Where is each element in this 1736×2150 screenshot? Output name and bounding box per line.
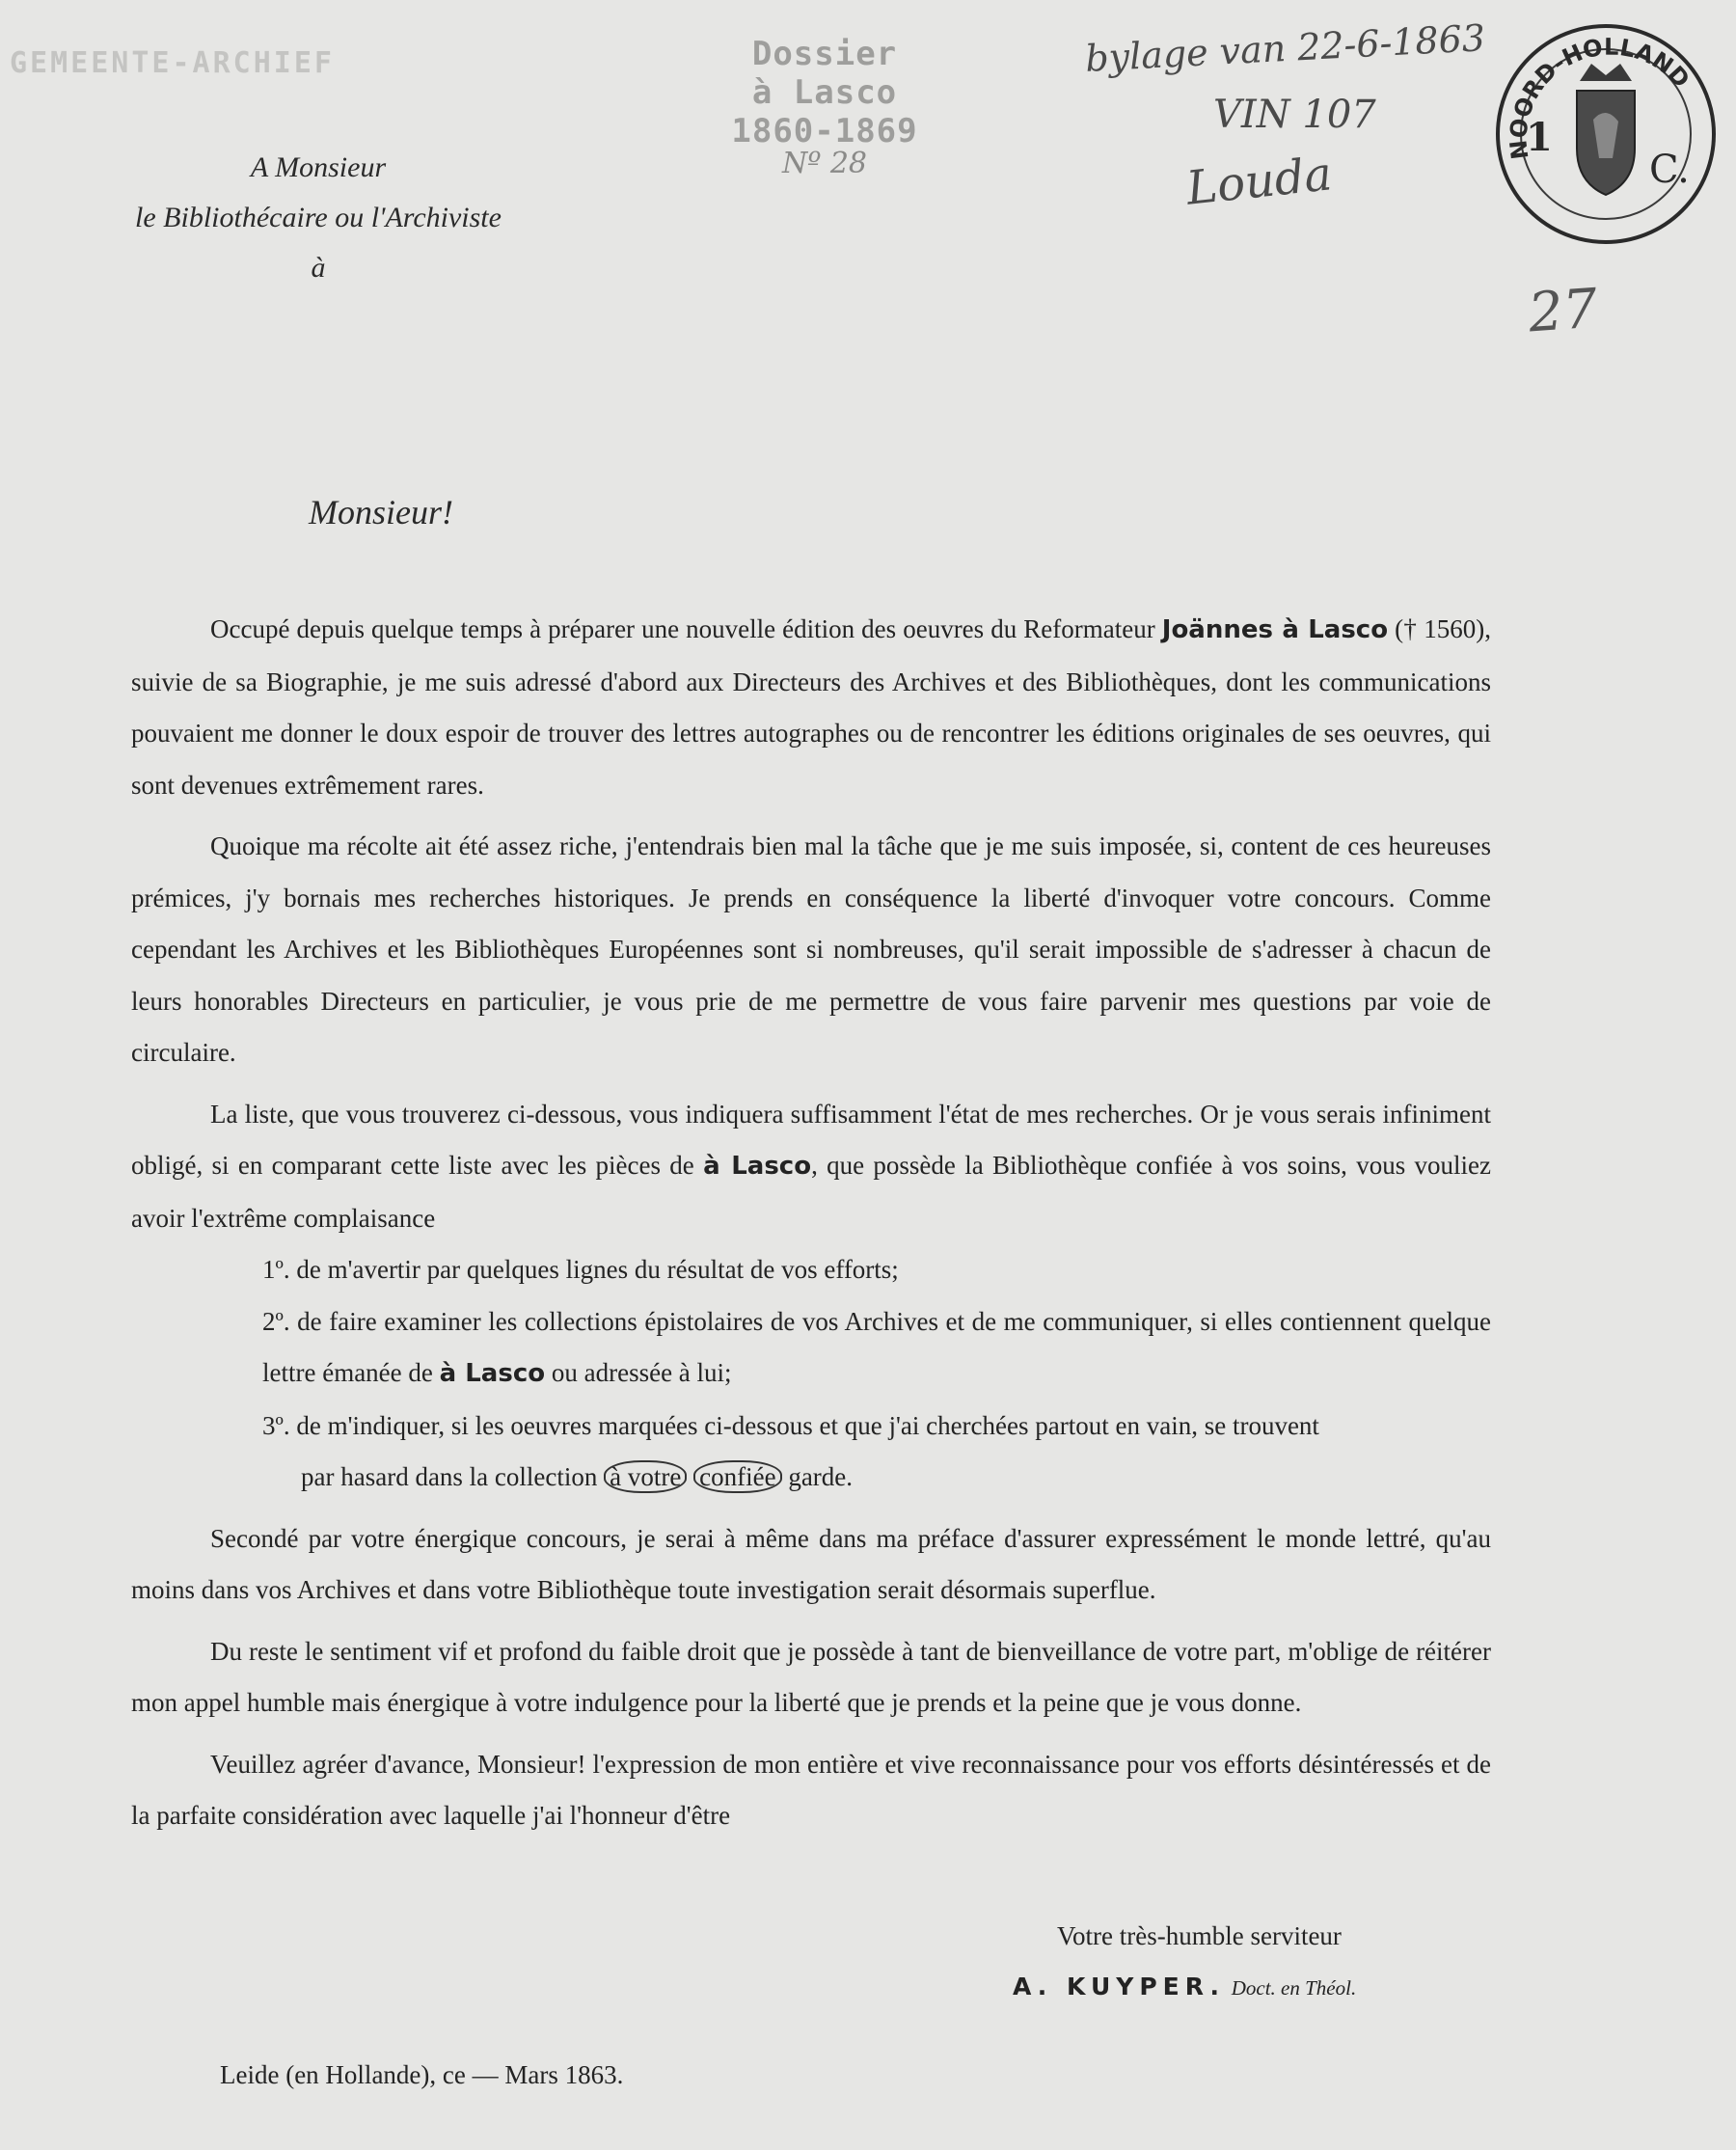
paragraph-3-text-a: La liste, que vous trouverez ci-dessous, vous indiquera suffisamment l'état de mes recherches. Or je vous serais infiniment obligé, si en comparant cette liste avec les pièces de — [131, 1099, 1491, 1180]
paragraph-2: Quoique ma récolte ait été assez riche, j'entendrais bien mal la tâche que je me suis imposée, si, content de ces heureuses prémices, j'y bornais mes recherches historiques. Je prends en conséquence la liberté d'invoquer votre concours. Comme cependant les Archives et les Bibliothèques Européennes sont si nombreuses, qu'il serait impossible de s'adresser à chacun de leurs honorables Directeurs en particulier, je vous prie de me permettre de vous faire parvenir mes questions par voie de circulaire. — [131, 831, 1491, 1067]
place-date-line: Leide (en Hollande), ce — Mars 1863. — [220, 2060, 624, 2089]
paragraph-5: Du reste le sentiment vif et profond du faible droit que je possède à tant de bienveillance de votre part, m'oblige de réitérer mon appel humble mais énergique à votre indulgence pour la liberté que je prends et la peine que je vous donne. — [131, 1636, 1491, 1717]
paragraph-1-text-a: Occupé depuis quelque temps à préparer une nouvelle édition des oeuvres du Reformateur — [210, 614, 1162, 643]
name-a-lasco-2: à Lasco — [439, 1359, 546, 1388]
list-item-1: 1º. de m'avertir par quelques lignes du résultat de vos efforts; — [262, 1255, 899, 1284]
list-item-3-text-c: garde. — [781, 1462, 854, 1491]
list-item-2 — [131, 1296, 1491, 1401]
paragraph-4: Secondé par votre énergique concours, je serai à même dans ma préface d'assurer expressément le monde lettré, qu'au moins dans vos Archives et dans votre Bibliothèque toute investigation serait désormais superflue. — [131, 1523, 1491, 1604]
stamp-dossier-number: Nº 28 — [781, 147, 868, 180]
paragraph-3-text-b: , que possède la Bibliothèque confiée à vos soins, vous vouliez avoir l'extrême complaisance — [131, 1151, 1491, 1233]
greeting: Monsieur! — [309, 493, 453, 531]
closing-line: Votre très-humble serviteur — [1057, 1921, 1342, 1950]
paragraph-3 — [131, 1089, 1491, 1245]
name-joannes-a-lasco: Joännes à Lasco — [1161, 615, 1389, 644]
folio-number: 27 — [1526, 277, 1600, 345]
handwritten-signature-mark: Louda — [1183, 147, 1335, 216]
seal-ring-text: NOORD-HOLLAND — [1505, 33, 1695, 161]
archive-dossier-stamp — [709, 35, 940, 180]
address-line-3: à — [311, 252, 326, 284]
signature-title: Doct. en Théol. — [1231, 1976, 1357, 2000]
handwritten-reference: VIN 107 — [1213, 93, 1376, 137]
list-item-2-text-a: 2º. de faire examiner les collections épistolaires de vos Archives et de me communiquer, si elles contiennent quelque lettre émanée de — [262, 1306, 1491, 1387]
list-item-3-continuation — [131, 1452, 1491, 1504]
circled-word-2: confiée — [693, 1460, 781, 1493]
name-a-lasco: à Lasco — [703, 1152, 812, 1181]
handwritten-annex-note: bylage van 22-6-1863 — [1084, 16, 1486, 80]
list-item-2-text-b: ou adressée à lui; — [545, 1358, 732, 1387]
seal-left-mark: 1 — [1526, 115, 1553, 160]
letter-body — [131, 604, 1491, 1852]
stamp-line-dossier: Dossier — [751, 35, 898, 73]
stamp-line-subject: à Lasco — [751, 73, 898, 112]
paragraph-6: Veuillez agréer d'avance, Monsieur! l'expression de mon entière et vive reconnaissance pour vos efforts désintéressés et de la parfaite considération avec laquelle j'ai l'honneur d'être — [131, 1749, 1491, 1830]
signature-block — [1013, 1972, 1356, 2001]
seal-right-mark: C. — [1649, 148, 1690, 192]
noord-holland-seal — [1485, 14, 1726, 255]
address-block — [96, 143, 540, 293]
list-item-3: 3º. de m'indiquer, si les oeuvres marquées ci-dessous et que j'ai cherchées partout en vain, se trouvent — [262, 1410, 1319, 1440]
circled-word-1: à votre — [604, 1460, 687, 1493]
paragraph-1-text-b: († 1560), suivie de sa Biographie, je me suis adressé d'abord aux Directeurs des Archives et des Bibliothèques, dont les communications pouvaient me donner le doux espoir de trouver des lettres autographes ou de rencontrer les éditions originales de ses oeuvres, qui sont devenues extrêmement rares. — [131, 614, 1492, 800]
paragraph-1 — [131, 604, 1491, 811]
address-line-1: A Monsieur — [250, 151, 387, 183]
stamp-line-years: 1860-1869 — [731, 112, 918, 150]
faded-archive-header: GEMEENTE-ARCHIEF — [10, 46, 335, 80]
list-item-3-text-b: par hasard dans la collection — [301, 1462, 605, 1491]
address-line-2: le Bibliothécaire ou l'Archiviste — [135, 202, 502, 233]
crown-icon — [1580, 64, 1632, 81]
signature-name: A. KUYPER. — [1013, 1973, 1225, 2000]
